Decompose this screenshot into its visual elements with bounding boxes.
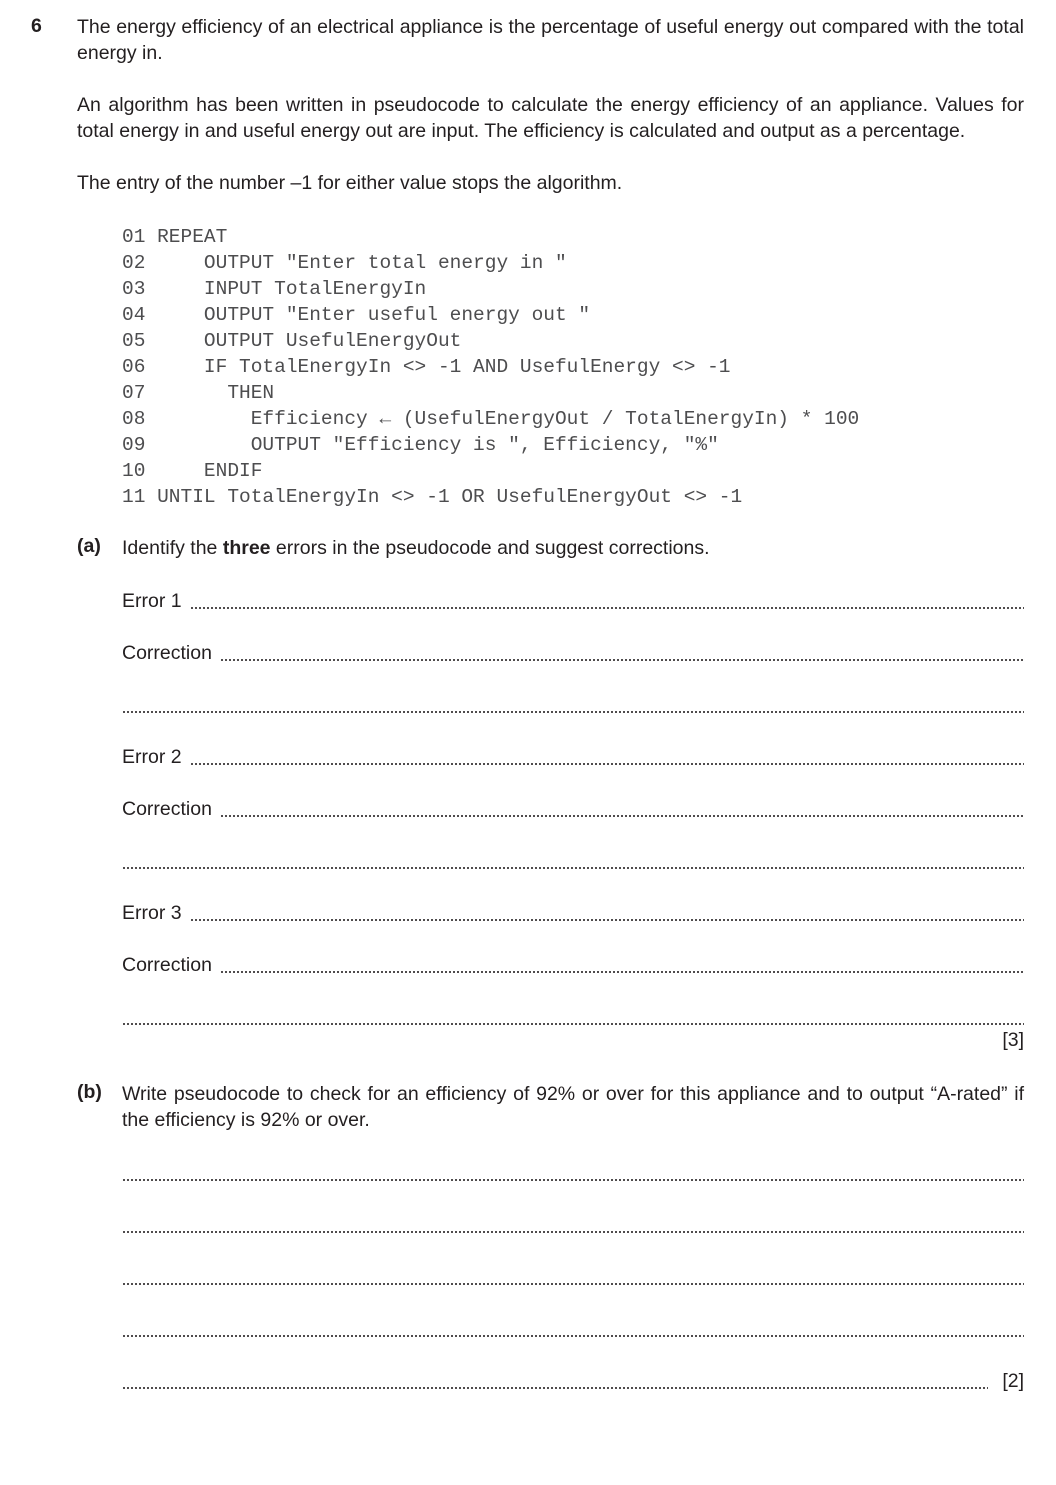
correction-1-label: Correction [122, 642, 212, 664]
correction-3-label: Correction [122, 954, 212, 976]
error-2-label: Error 2 [122, 746, 182, 768]
part-b-answer-line-2[interactable] [122, 1211, 1024, 1237]
code-line-05: 05 OUTPUT UsefulEnergyOut [122, 330, 462, 352]
correction-3-continuation-line[interactable] [122, 1003, 1024, 1029]
dotted-line [190, 763, 1024, 765]
part-b-answer-line-4[interactable] [122, 1315, 1024, 1341]
code-line-08: 08 Efficiency ← (UsefulEnergyOut / TotalEnergyIn) * 100 [122, 408, 860, 430]
part-b-answer-line-3[interactable] [122, 1263, 1024, 1289]
dotted-line [190, 919, 1024, 921]
dotted-line [122, 1387, 988, 1389]
dotted-line [220, 659, 1024, 661]
part-a-text-end: errors in the pseudocode and suggest corrections. [270, 537, 710, 559]
code-line-11: 11 UNTIL TotalEnergyIn <> -1 OR UsefulEnergyOut <> -1 [122, 486, 743, 508]
dotted-line [122, 1283, 1024, 1285]
pseudocode-block [122, 224, 859, 510]
dotted-line [122, 1335, 1024, 1337]
dotted-line [122, 1179, 1024, 1181]
question-description: An algorithm has been written in pseudocode to calculate the energy efficiency of an appliance. Values for total energy in and useful energy out are input. The efficiency is calculated and output as a percentage. [77, 94, 1024, 142]
code-line-04: 04 OUTPUT "Enter useful energy out " [122, 304, 591, 326]
dotted-line [122, 1231, 1024, 1233]
error-3-label: Error 3 [122, 902, 182, 924]
correction-1-answer-line[interactable] [122, 639, 1024, 665]
question-number: 6 [31, 15, 42, 37]
code-line-10: 10 ENDIF [122, 460, 263, 482]
part-a-marks: [3] [1002, 1029, 1024, 1051]
dotted-line [220, 971, 1024, 973]
correction-1-continuation-line[interactable] [122, 691, 1024, 717]
part-a-label: (a) [77, 535, 101, 557]
part-a-text-bold: three [222, 537, 271, 559]
code-line-03: 03 INPUT TotalEnergyIn [122, 278, 427, 300]
dotted-line [220, 815, 1024, 817]
error-3-answer-line[interactable] [122, 899, 1024, 925]
dotted-line [190, 607, 1024, 609]
part-b-answer-line-5[interactable] [122, 1367, 1024, 1393]
part-a-question [122, 535, 1024, 561]
question-stop-note: The entry of the number –1 for either value stops the algorithm. [77, 172, 623, 194]
error-1-answer-line[interactable] [122, 587, 1024, 613]
dotted-line [122, 1023, 1024, 1025]
dotted-line [122, 867, 1024, 869]
code-line-09: 09 OUTPUT "Efficiency is ", Efficiency, "%" [122, 434, 719, 456]
code-line-02: 02 OUTPUT "Enter total energy in " [122, 252, 567, 274]
correction-2-label: Correction [122, 798, 212, 820]
part-b-marks: [2] [1002, 1370, 1024, 1392]
error-1-label: Error 1 [122, 590, 182, 612]
correction-3-answer-line[interactable] [122, 951, 1024, 977]
part-b-answer-line-1[interactable] [122, 1159, 1024, 1185]
question-intro: The energy efficiency of an electrical appliance is the percentage of useful energy out compared with the total energy in. [77, 16, 1024, 64]
part-a-text-start: Identify the [122, 537, 223, 559]
correction-2-answer-line[interactable] [122, 795, 1024, 821]
part-b-label: (b) [77, 1081, 102, 1103]
code-line-06: 06 IF TotalEnergyIn <> -1 AND UsefulEnergy <> -1 [122, 356, 731, 378]
code-line-01: 01 REPEAT [122, 226, 228, 248]
correction-2-continuation-line[interactable] [122, 847, 1024, 873]
code-line-07: 07 THEN [122, 382, 275, 404]
dotted-line [122, 711, 1024, 713]
part-b-question: Write pseudocode to check for an efficiency of 92% or over for this appliance and to output “A-rated” if the efficiency is 92% or over. [122, 1083, 1024, 1131]
error-2-answer-line[interactable] [122, 743, 1024, 769]
